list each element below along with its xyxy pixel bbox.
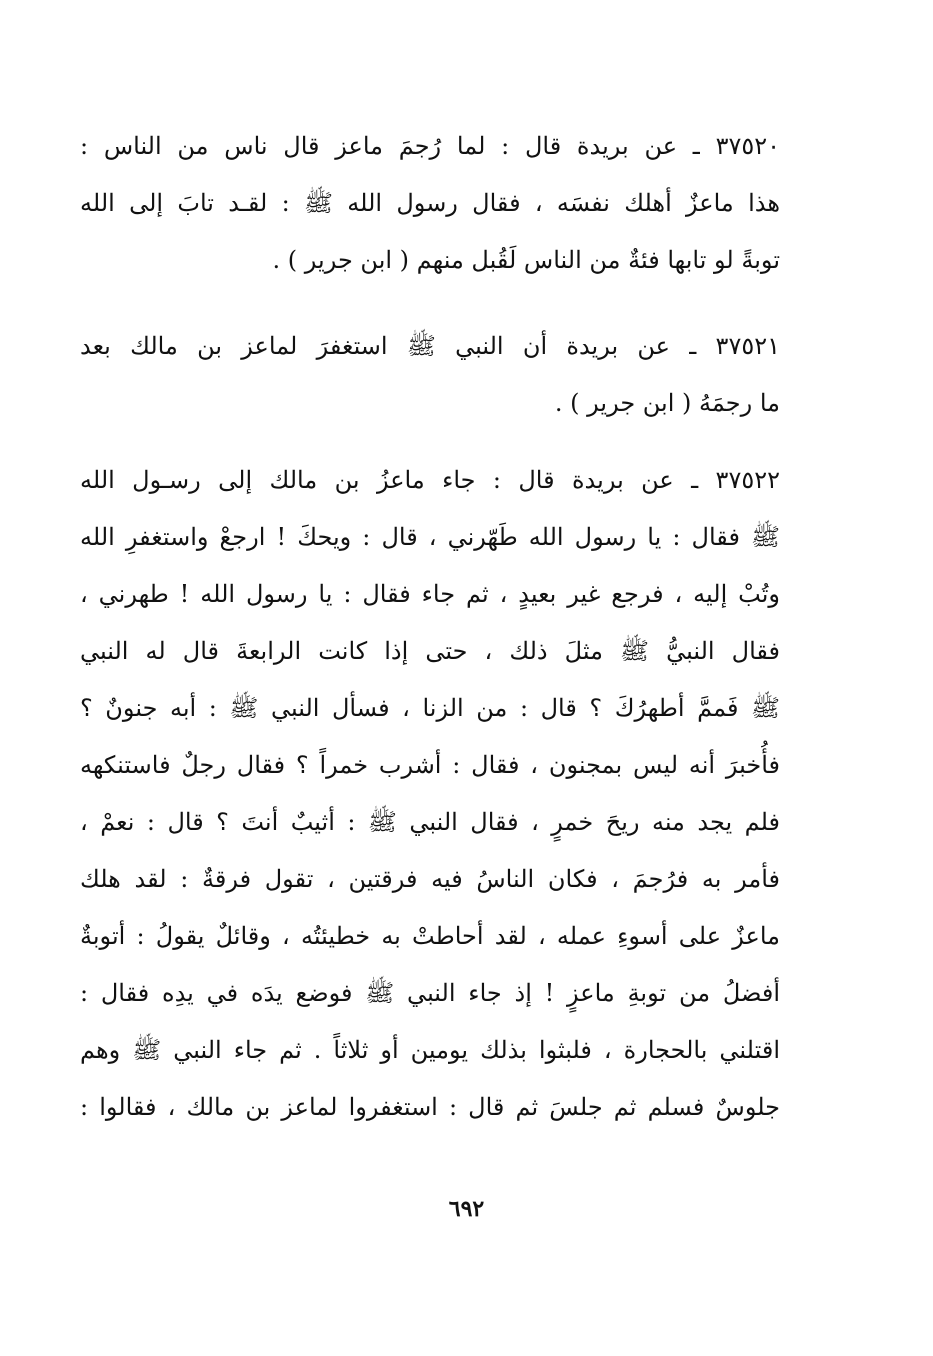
text-line: وتُبْ إليه ، فرجع غير بعيدٍ ، ثم جاء فقال : يا رسول الله ! طهرني ، (80, 580, 780, 608)
text-line: اقتلني بالحجارة ، فلبثوا بذلك يومين أو ثلاثاً . ثم جاء النبي ﷺ وهم (80, 1036, 780, 1064)
text-line: توبةً لو تابها فئةٌ من الناس لَقُبل منهم ( ابن جرير ) . (272, 246, 780, 274)
text-line: ﷺ فقال : يا رسول الله طَهّرني ، قال : ويحكَ ! ارجعْ واستغفرِ الله (80, 523, 780, 551)
text-line: ٣٧٥٢٠ ـ عن بريدة قال : لما رُجمَ ماعز قال ناس من الناس : (80, 132, 780, 160)
text-line: فقال النبيُّ ﷺ مثلَ ذلك ، حتى إذا كانت الرابعةَ قال له النبي (80, 637, 780, 665)
page-number: ٦٩٢ (448, 1196, 485, 1222)
text-line: هذا ماعزٌ أهلك نفسَه ، فقال رسول الله ﷺ : لقـد تابَ إلى الله (80, 189, 780, 217)
hadith-37521 (80, 318, 780, 432)
text-line: ٣٧٥٢١ ـ عن بريدة أن النبي ﷺ استغفرَ لماعز بن مالك بعد (80, 332, 780, 360)
text-line: أفضلُ من توبةِ ماعزٍ ! إذ جاء النبي ﷺ فوضع يدَه في يدِه فقال : (80, 979, 780, 1007)
text-line: ماعزٌ على أسوءِ عمله ، لقد أحاطتْ به خطيئتُه ، وقائلٌ يقولُ : أتوبةٌ (80, 922, 780, 950)
text-line: جلوسٌ فسلم ثم جلسَ ثم قال : استغفروا لماعز بن مالك ، فقالوا : (80, 1093, 780, 1121)
text-line: فلم يجد منه ريحَ خمرٍ ، فقال النبي ﷺ : أثيبٌ أنتَ ؟ قال : نعمْ ، (80, 808, 780, 836)
text-line: فأُخبرَ أنه ليس بمجنون ، فقال : أشرب خمراً ؟ فقال رجلٌ فاستنكهه (80, 751, 780, 779)
text-line: ﷺ فَممَّ أطهرُكَ ؟ قال : من الزنا ، فسأل النبي ﷺ : أبه جنونٌ ؟ (80, 694, 780, 722)
text-line: فأمر به فرُجمَ ، فكان الناسُ فيه فرقتين ، تقول فرقةٌ : لقد هلك (80, 865, 780, 893)
hadith-37520 (80, 118, 780, 289)
hadith-37522 (80, 452, 780, 1136)
text-line: ٣٧٥٢٢ ـ عن بريدة قال : جاء ماعزُ بن مالك إلى رسـول الله (80, 466, 780, 494)
text-line: ما رجمَهُ ( ابن جرير ) . (554, 389, 780, 417)
